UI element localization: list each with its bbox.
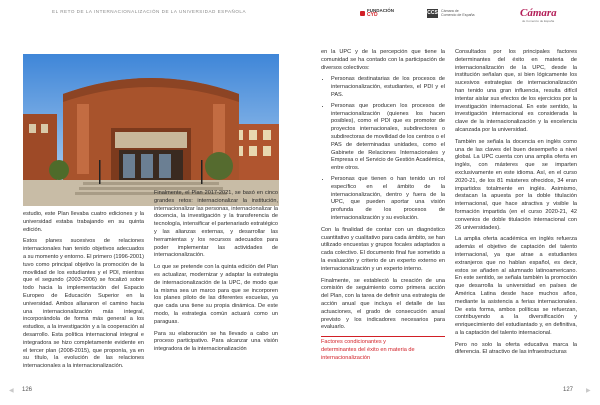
fundacion-logo-line2: CYD [367, 12, 378, 18]
ccs-logo [427, 6, 475, 20]
ccs-logo-text1: Cámara de [441, 8, 459, 13]
section-heading-line: Factores condicionantes y [321, 339, 386, 346]
paragraph: Estos planes sucesivos de relaciones internacionales han tenido objetivos adecuados a su momento y entorno. El primero (1996-2001) tuvo como principal objetivo la promoción de la movilidad de los estudiantes y el PDI, mientras que el segundo (2003-2006) se focalizó sobre todo hacia la implementación del Espacio Europeo de Educación Superior en la universidad. Ambos allanaron el camino hacia una internacionalización más integral, incorporándola de forma más general a los estudios, a la investigación y a la cooperación al desarrollo. Esta política internacional integral e integradora se hizo completamente evidente en el tercer plan (2008-2015), que proponía, ya en su título, la evolución de las relaciones internacionales a la internacionalización. [23, 238, 144, 370]
paragraph: También se señala la docencia en inglés como una de las claves del buen desempeño a nivel global. La UPC cuenta con una amplia oferta en inglés, con másteres que se imparten exclusivamente en este idioma. Así, en el curso 2020-21, de los 81 másteres ofrecidos, 34 eran impartidos totalmente en inglés. Asimismo, destacan la apuesta por la doble titulación internacional, que hace atractiva y visible la formación impartida (en el curso 2020-21, 42 convenios de doble titulación internacional con 26 universidades). [455, 138, 577, 231]
paragraph: Finalmente, el Plan 2017-2021, se basó en cinco grandes retos: internacionalizar la institución, internacionalizar las personas, internacionalizar la docencia, la investigación y la transferencia de tecnología, intensificar el partenariado estratégico y las alianzas externas, y desarrollar las herramientas y los recursos adecuados para poder implementar las actividades de internacionalización. [154, 190, 278, 259]
section-heading [321, 336, 445, 362]
list-item: • Personas que producen los procesos de internacionalización (quienes los hacen posibles), como el PDI que es promotor de proyectos internacionales, subdirectores o subdirectoras de movilidad de los centros o el PAS de determinadas unidades, como el Gabinete de Relaciones Internacionales y Empresa o el Servicio de Gestión Académica, entre otros. [331, 103, 445, 173]
building-illustration [23, 54, 279, 206]
paragraph: Pero no solo la oferta educativa marca la diferencia. El atractivo de las infraestructuras [455, 341, 577, 356]
camara-logo-sub: de Comercio de España [522, 19, 555, 23]
fundacion-logo-mark [360, 11, 365, 16]
paragraph: Lo que se pretende con la quinta edición del Plan es actualizar, modernizar y adaptar la estrategia de internacionalización de la UPC, de modo que la misma sea un marco para que se incorporen los planes piloto de las diferentes escuelas, ya que cada una tiene su propia dinámica. De este modo, la estrategia común actuará como un paraguas. [154, 264, 278, 325]
fundacion-cyd-logo [360, 6, 394, 20]
paragraph: en la UPC y de la percepción que tiene la comunidad se ha contado con la participación de diversos colectivos: [321, 49, 445, 71]
ccs-logo-text2: Comercio de España [441, 13, 475, 17]
camara-logo [520, 6, 557, 23]
paragraph: Consultados por los principales factores determinantes del éxito en materia de internacionalización de la UPC, desde la institución señalan que, si bien lógicamente los sucesivos estrategias de internacionalización han tenido una gran influencia, resulta difícil intentar aislar sus efectos de los ejercicios por la investigación internacional. En este sentido, la investigación internacional es considerada la clave de la internacionalización y la excelencia alcanzada por la universidad. [455, 49, 577, 133]
running-header: EL RETO DE LA INTERNACIONALIZACIÓN DE LA UNIVERSIDAD ESPAÑOLA [52, 9, 247, 14]
previous-page-arrow-icon[interactable]: ◀ [9, 388, 14, 394]
ccs-logo-mark: CCS [427, 10, 438, 16]
paragraph: Para su elaboración se ha llevado a cabo un proceso participativo. Para alcanzar una visión integradora de la internacionalización [154, 330, 278, 353]
right-page-column-1 [321, 49, 445, 362]
bullet-list [321, 76, 445, 222]
fundacion-logo-line1: FUNDACIÓN [367, 8, 394, 13]
section-heading-line: determinantes del éxito en materia de [321, 346, 415, 353]
paragraph: Finalmente, se estableció la creación de una comisión de seguimiento como primera acción del Plan, con la tarea de definir una estrategia de acción anual que incluya el detalle de las actuaciones, el grado de consecución anual previsto y los indicadores necesarios para evaluarlo. [321, 277, 445, 331]
list-item: • Personas destinatarias de los procesos de internacionalización, estudiantes, el PDI y el PAS. [331, 76, 445, 99]
next-page-arrow-icon[interactable]: ▶ [586, 388, 591, 394]
paragraph: La amplia oferta académica en inglés refuerza además el objetivo de captación del talento internacional, ya que atrae a estudiantes extranjeros que no hablan español, es decir, estos se añaden al alumnado latinoamericano. En este sentido, se señala también la promoción que desarrolla la universidad en países de América Latina desde hace muchos años, mediante la asistencia a ferias internacionales. De esta forma, ambos políticas se refuerzan, contribuyendo a la diversificación y enriquecimiento del estudiantado y, en definitiva, a la captación del talento internacional. [455, 236, 577, 336]
university-building-photo [23, 54, 279, 206]
left-page-column-1 [23, 211, 144, 375]
left-page-number: 126 [22, 387, 33, 393]
list-item: • Personas que tienen o han tenido un rol específico en el ámbito de la internacionalización, dentro y fuera de la UPC, que pueden aportar una visión profunda de los procesos de internacionalización y su evolución. [331, 176, 445, 223]
paragraph: estudio, este Plan llevaba cuatro ediciones y la universidad estaba trabajando en su quinta edición. [23, 211, 144, 233]
left-page-column-2 [154, 190, 278, 358]
right-page-number: 127 [563, 387, 574, 393]
paragraph: Con la finalidad de contar con un diagnóstico cuantitativo y cualitativo para cada ámbito, se han utilizado encuestas y grupos focales adaptados a cada colectivo. El documento final fue sometido a la evaluación y criterio de un experto externo en internacionalización y un experto interno. [321, 226, 445, 272]
camara-logo-wordmark: Cámara [520, 7, 557, 19]
section-heading-line: internacionalización [321, 354, 371, 361]
right-page-column-2 [455, 49, 577, 361]
